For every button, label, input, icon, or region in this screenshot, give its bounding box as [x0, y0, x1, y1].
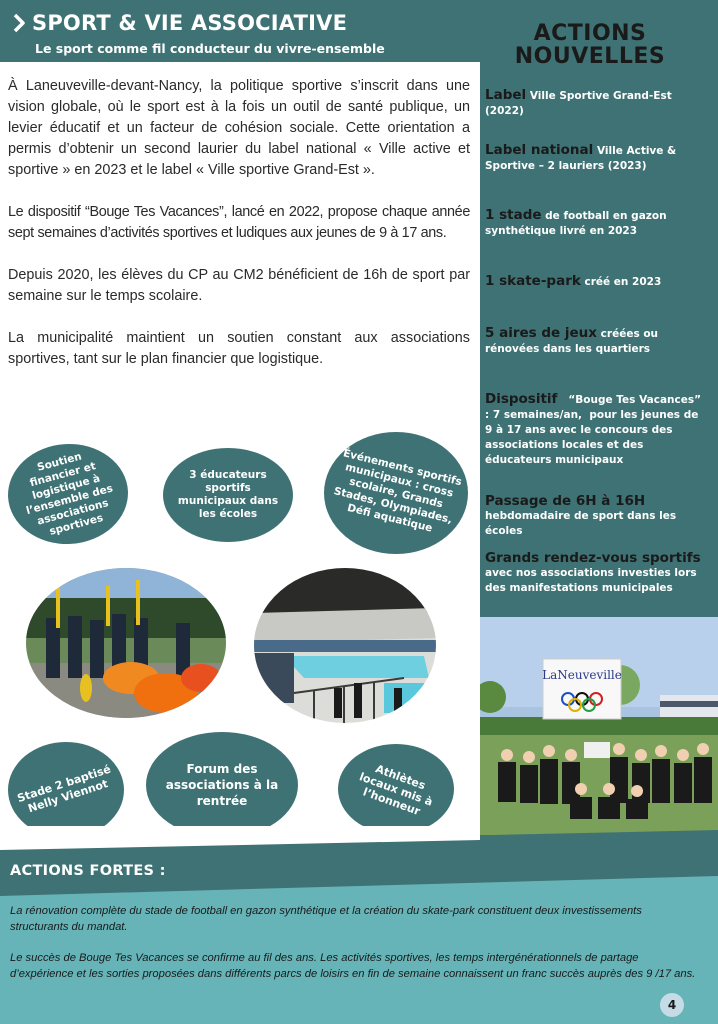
side-item: [485, 143, 713, 174]
title-line: NOUVELLES: [514, 44, 666, 69]
side-item-text: créées ou rénovées dans les quartiers: [485, 328, 659, 355]
side-item-text: avec nos associations investies lors des manifestations municipales: [485, 567, 697, 594]
side-item-text: créé en 2023: [580, 276, 662, 288]
bubble-forum: [146, 732, 298, 838]
kayak-photo-image: [26, 568, 226, 718]
side-item-lead: Label national: [485, 142, 594, 158]
side-item: [485, 326, 713, 357]
section-title-text: SPORT & VIE ASSOCIATIVE: [32, 11, 348, 35]
group-photo: [480, 617, 718, 835]
side-item: [485, 88, 713, 119]
side-item: [485, 551, 713, 596]
bubble-text: Événements sportifs municipaux : cross scolaire, Grands Stades, Olympiades, Défi aquatique: [332, 446, 463, 535]
bubble-text: Stade 2 baptisé Nelly Viennot: [15, 762, 113, 816]
side-item-lead: 1 skate-park: [485, 273, 581, 289]
page-number-badge: 4: [660, 993, 684, 1017]
bubble-text: Forum des associations à la rentrée: [165, 762, 279, 808]
title-line: ACTIONS: [533, 21, 647, 46]
side-item-lead: Dispositif: [485, 391, 558, 407]
bubble-text: 3 éducateurs sportifs municipaux dans les écoles: [177, 469, 279, 520]
actions-fortes-paragraph: La rénovation complète du stade de football en gazon synthétique et la création du skate-park constituent deux investissements structurants du mandat.: [10, 905, 642, 933]
side-item: [485, 208, 713, 239]
actions-fortes-paragraph: Le succès de Bouge Tes Vacances se confirme au fil des ans. Les activités sportives, les temps intergénérationnels de partage d’expérience et les sorties proposées dans différents parcs de loisirs en fin de semaine connaissent un franc succès auprès des 9 /17 ans.: [10, 952, 696, 980]
bubble-educateurs: [163, 448, 293, 542]
kayak-photo: [26, 568, 226, 718]
bubble-stade: [8, 742, 124, 838]
bubble-soutien: [5, 441, 130, 547]
section-header: [0, 0, 480, 62]
intro-paragraph: Depuis 2020, les élèves du CP au CM2 bénéficient de 16h de sport par semaine sur le temps scolaire.: [8, 267, 470, 304]
bubble-athletes: [338, 744, 454, 834]
bubble-text: Athlètes locaux mis à l’honneur: [357, 761, 435, 818]
side-item-text: Ville Sportive Grand-Est (2022): [485, 90, 672, 117]
side-item-lead: 1 stade: [485, 207, 542, 223]
intro-paragraph: À Laneuveville-devant-Nancy, la politique sportive s’inscrit dans une vision globale, où le sport est à la fois un outil de santé publique, un levier éducatif et un facteur de cohésion sociale. Cette orientation a permis d’obtenir un second laurier du label national « Ville active et sportive » en 2023 et le label « Ville sportive Grand-Est ».: [8, 78, 470, 178]
side-item-text: hebdomadaire de sport dans les écoles: [485, 510, 677, 537]
bubble-evenements: [324, 432, 468, 554]
intro-paragraph: Le dispositif “Bouge Tes Vacances”, lancé en 2022, propose chaque année sept semaines d’activités sportives et ludiques aux jeunes de 9 à 17 ans.: [8, 204, 470, 241]
sign-text: LaNeuveville: [542, 668, 622, 682]
chevron-right-icon: [12, 13, 26, 33]
section-title: [12, 11, 347, 35]
bubble-text: Soutien financier et logistique à l’ensemble des associations sportives: [24, 450, 115, 538]
actions-fortes-title: ACTIONS FORTES :: [10, 863, 166, 879]
actions-nouvelles-title: [485, 22, 695, 68]
side-item-lead: Passage de 6H à 16H: [485, 493, 646, 509]
intro-text: [8, 76, 470, 391]
side-item-text: Ville Active & Sportive – 2 lauriers (2023): [485, 145, 677, 172]
side-item-text: de football en gazon synthétique livré en 2023: [485, 210, 667, 237]
side-item-text: “Bouge Tes Vacances” : 7 semaines/an, pour les jeunes de 9 à 17 ans avec le concours des associations locales et des éducateurs municipaux: [485, 394, 705, 466]
pool-photo: [254, 568, 436, 723]
side-item: [485, 274, 713, 290]
side-item: [485, 392, 707, 468]
pool-photo-image: [254, 568, 436, 723]
main-content: [0, 62, 480, 842]
side-item: [485, 494, 713, 539]
intro-paragraph: La municipalité maintient un soutien constant aux associations sportives, tant sur le plan financier que logistique.: [8, 330, 470, 367]
side-item-lead: Label: [485, 87, 527, 103]
side-item-lead: Grands rendez-vous sportifs: [485, 550, 701, 566]
section-subtitle: Le sport comme fil conducteur du vivre-ensemble: [35, 41, 385, 56]
group-photo-image: [480, 617, 718, 835]
side-item-lead: 5 aires de jeux: [485, 325, 598, 341]
